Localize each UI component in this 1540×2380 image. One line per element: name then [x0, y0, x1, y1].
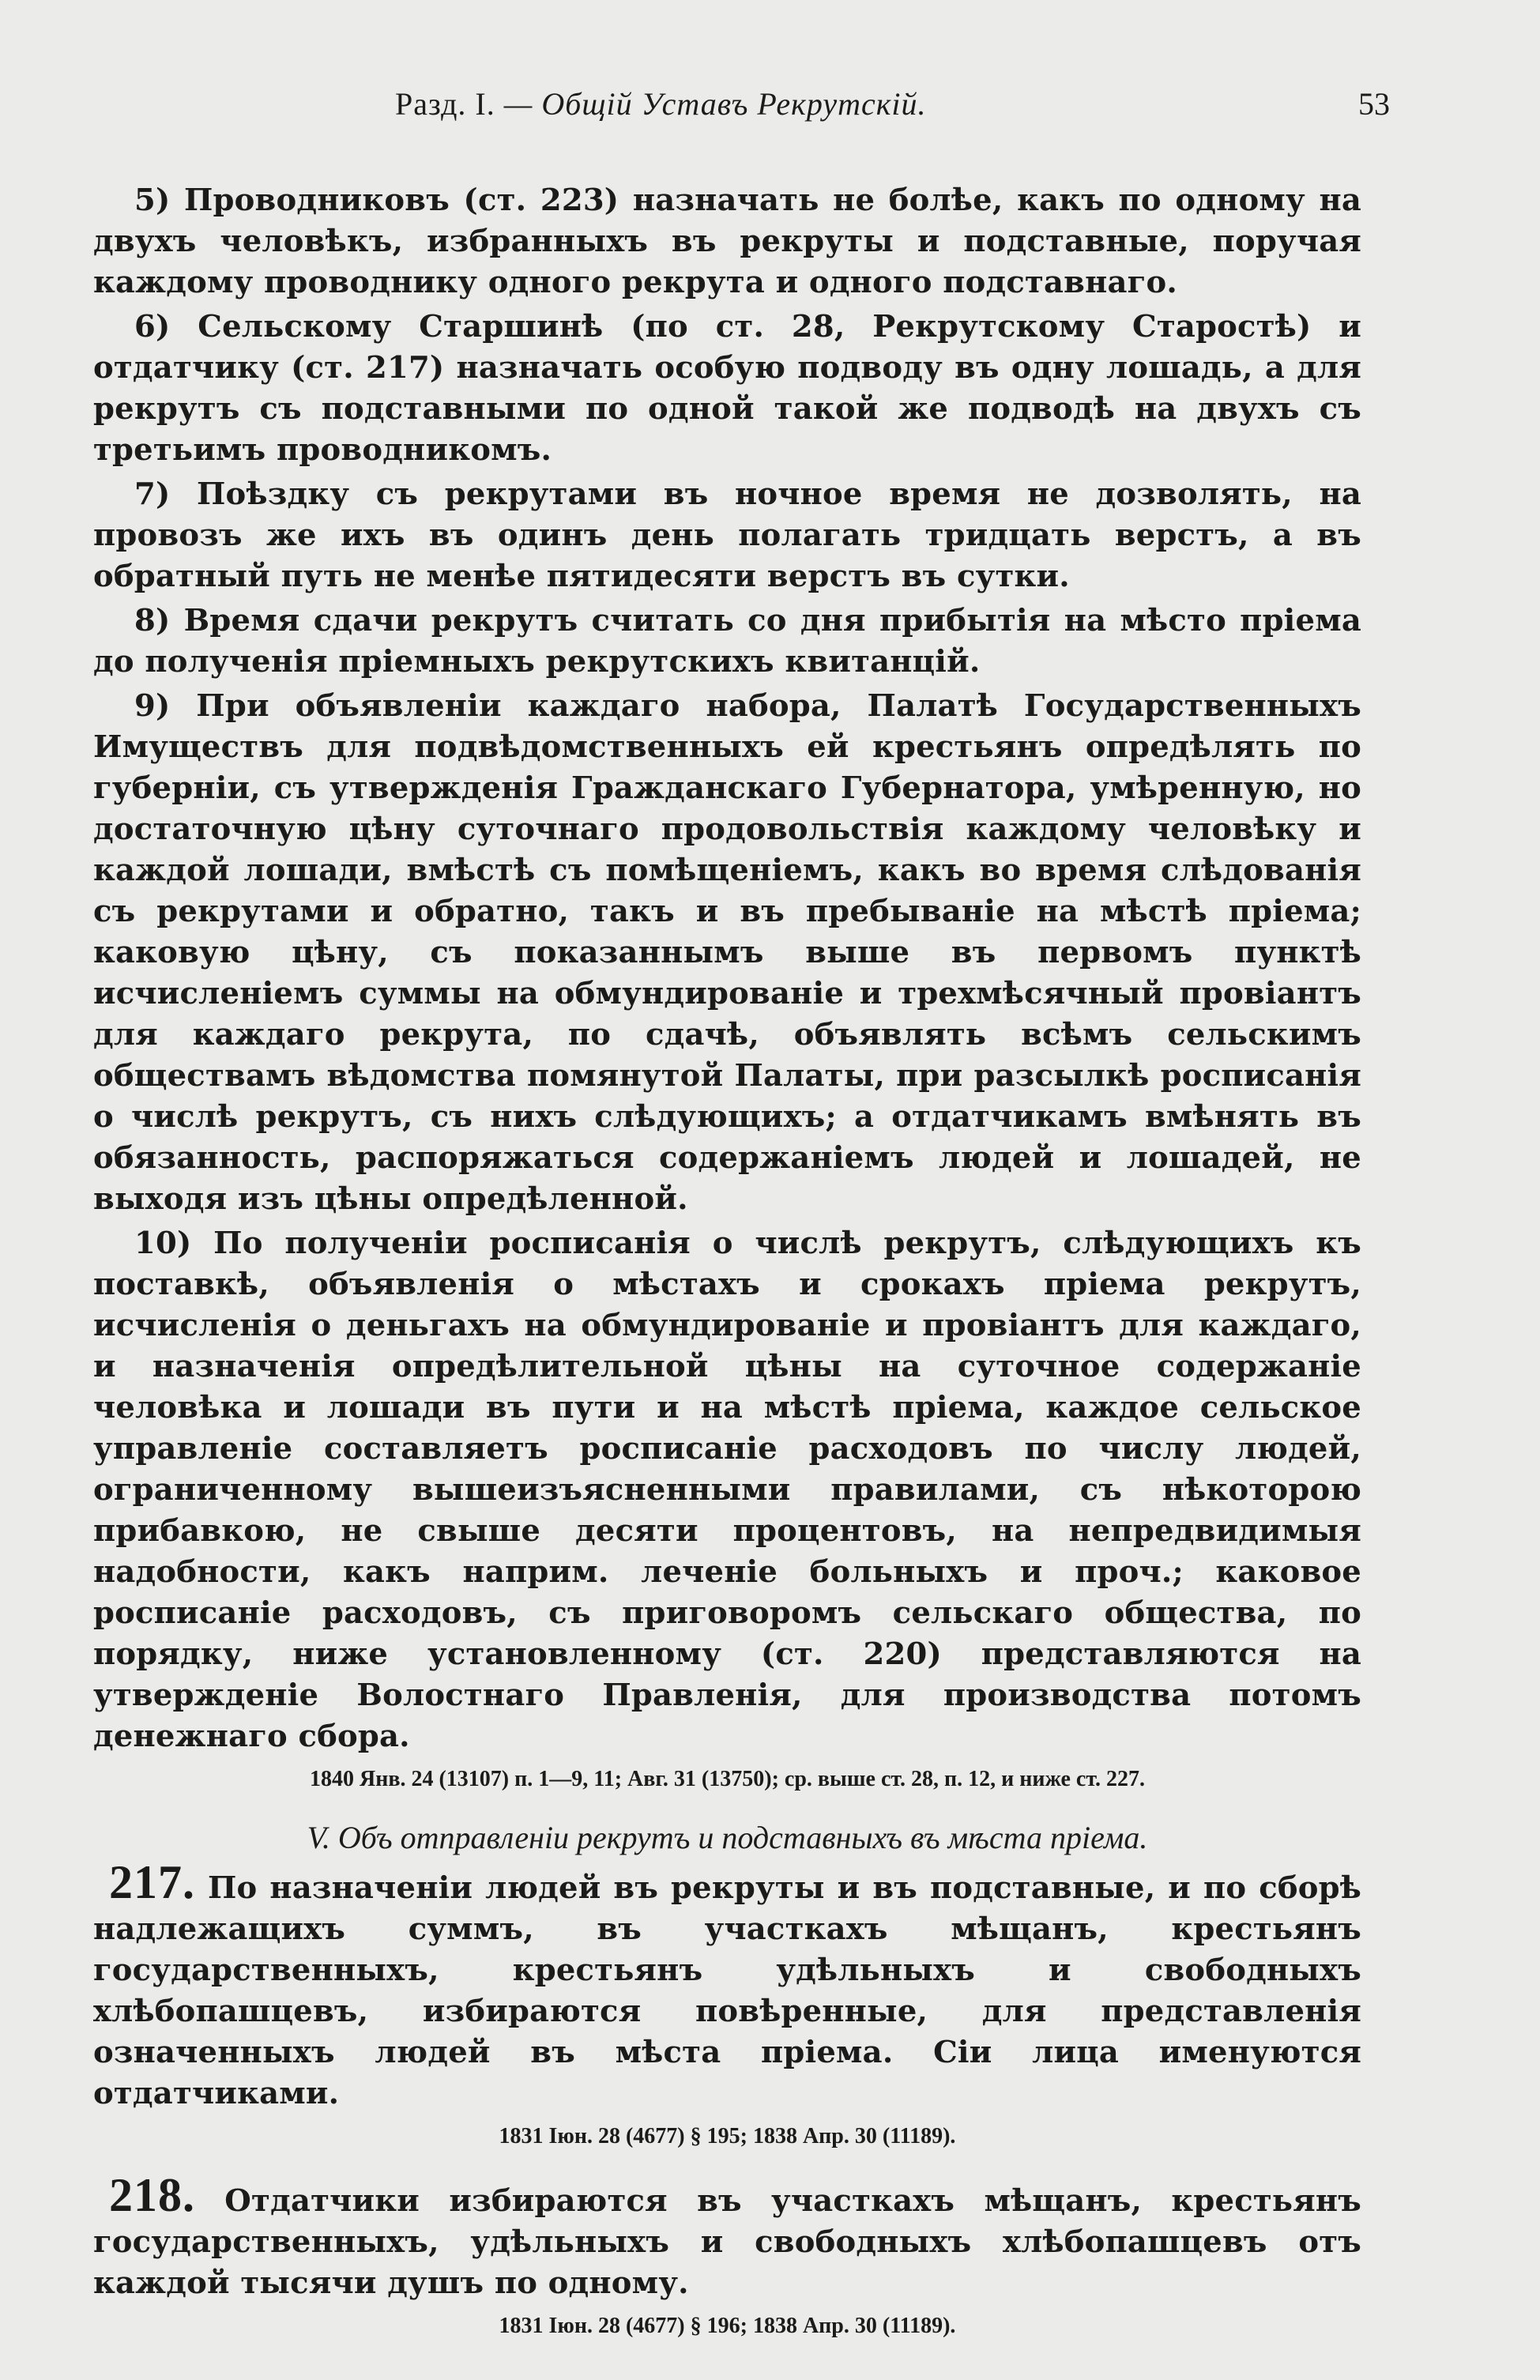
page-number: 53	[1358, 86, 1390, 122]
paragraph-point-7: 7) Поѣздку съ рекрутами въ ночное время не дозволять, на провозъ же ихъ въ одинъ день полагать тридцать верстъ, а въ обратный путь не менѣе пятидесяти верстъ въ сутки.	[93, 476, 1361, 594]
paragraph-point-8: 8) Время сдачи рекрутъ считать со дня прибытія на мѣсто пріема до полученія пріемныхъ рекрутскихъ квитанцій.	[93, 603, 1361, 680]
section-subheading: V. Объ отправленіи рекрутъ и подставныхъ въ мѣста пріема.	[307, 1820, 1148, 1855]
article-text: По назначеніи людей въ рекруты и въ подставные, и по сборѣ надлежащихъ суммъ, въ участкахъ мѣщанъ, крестьянъ государственныхъ, крестьянъ удѣльныхъ и свободныхъ хлѣбопашцевъ, избираются повѣренные, для представленія означенныхъ людей въ мѣста пріема. Сіи лица именуются отдатчиками.	[93, 1870, 1361, 2111]
page-body	[93, 180, 1361, 2342]
article-217	[93, 1856, 1361, 2115]
paragraph-point-9: 9) При объявленіи каждаго набора, Палатѣ Государственныхъ Имуществъ для подвѣдомственныхъ ей крестьянъ опредѣлять по губерніи, съ утвержденія Гражданскаго Губернатора, умѣренную, но достаточную цѣну суточнаго продовольствія каждому человѣку и каждой лошади, вмѣстѣ съ помѣщеніемъ, какъ во время слѣдованія съ рекрутами и обратно, такъ и въ пребываніе на мѣстѣ пріема; каковую цѣну, съ показаннымъ выше въ первомъ пунктѣ исчисленіемъ суммы на обмундированіе и трехмѣсячный провіантъ для каждаго рекрута, по сдачѣ, объявлять всѣмъ сельскимъ обществамъ вѣдомства помянутой Палаты, при разсылкѣ росписанія о числѣ рекрутъ, съ нихъ слѣдующихъ; а отдатчикамъ вмѣнять въ обязанность, распоряжаться содержаніемъ людей и лошадей, не выходя изъ цѣны опредѣленной.	[93, 688, 1361, 1217]
article-number: 218.	[109, 2169, 195, 2221]
article-217-reference: 1831 Іюн. 28 (4677) § 195; 1838 Апр. 30 (11189).	[499, 2124, 956, 2148]
paragraph-point-5: 5) Проводниковъ (ст. 223) назначать не болѣе, какъ по одному на двухъ человѣкъ, избранныхъ въ рекруты и подставные, поручая каждому проводнику одного рекрута и одного подставнаго.	[93, 183, 1361, 300]
article-number: 217.	[109, 1856, 195, 1908]
running-header	[93, 85, 1390, 133]
section-label: Разд. I.	[395, 86, 495, 122]
paragraph-point-6: 6) Сельскому Старшинѣ (по ст. 28, Рекрутскому Старостѣ) и отдатчику (ст. 217) назначать особую подводу въ одну лошадь, а для рекрутъ съ подставными по одной такой же подводѣ на двухъ съ третьимъ проводникомъ.	[93, 309, 1361, 468]
paragraph-point-10: 10) По полученіи росписанія о числѣ рекрутъ, слѣдующихъ къ поставкѣ, объявленія о мѣстахъ и срокахъ пріема рекрутъ, исчисленія о деньгахъ на обмундированіе и провіантъ для каждаго, и назначенія опредѣлительной цѣны на суточное содержаніе человѣка и лошади въ пути и на мѣстѣ пріема, каждое сельское управленіе составляетъ росписаніе расходовъ по числу людей, ограниченному вышеизъясненными правилами, съ нѣкоторою прибавкою, не свыше десяти процентовъ, на непредвидимыя надобности, какъ наприм. леченіе больныхъ и проч.; каковое росписаніе расходовъ, съ приговоромъ сельскаго общества, по порядку, ниже установленному (ст. 220) представляются на утвержденіе Волостнаго Правленія, для производства потомъ денежнаго сбора.	[93, 1226, 1361, 1754]
article-text: Отдатчики избираются въ участкахъ мѣщанъ, крестьянъ государственныхъ, удѣльныхъ и свободныхъ хлѣбопашцевъ отъ каждой тысячи душъ по одному.	[93, 2183, 1361, 2301]
article-218-reference: 1831 Іюн. 28 (4677) § 196; 1838 Апр. 30 (11189).	[499, 2314, 956, 2338]
statute-title: — Общій Уставъ Рекрутскій.	[503, 86, 927, 122]
article-218	[93, 2169, 1361, 2304]
running-title	[395, 85, 927, 122]
source-reference: 1840 Янв. 24 (13107) п. 1—9, 11; Авг. 31 (13750); ср. выше ст. 28, п. 12, и ниже ст. 227.	[310, 1767, 1145, 1791]
